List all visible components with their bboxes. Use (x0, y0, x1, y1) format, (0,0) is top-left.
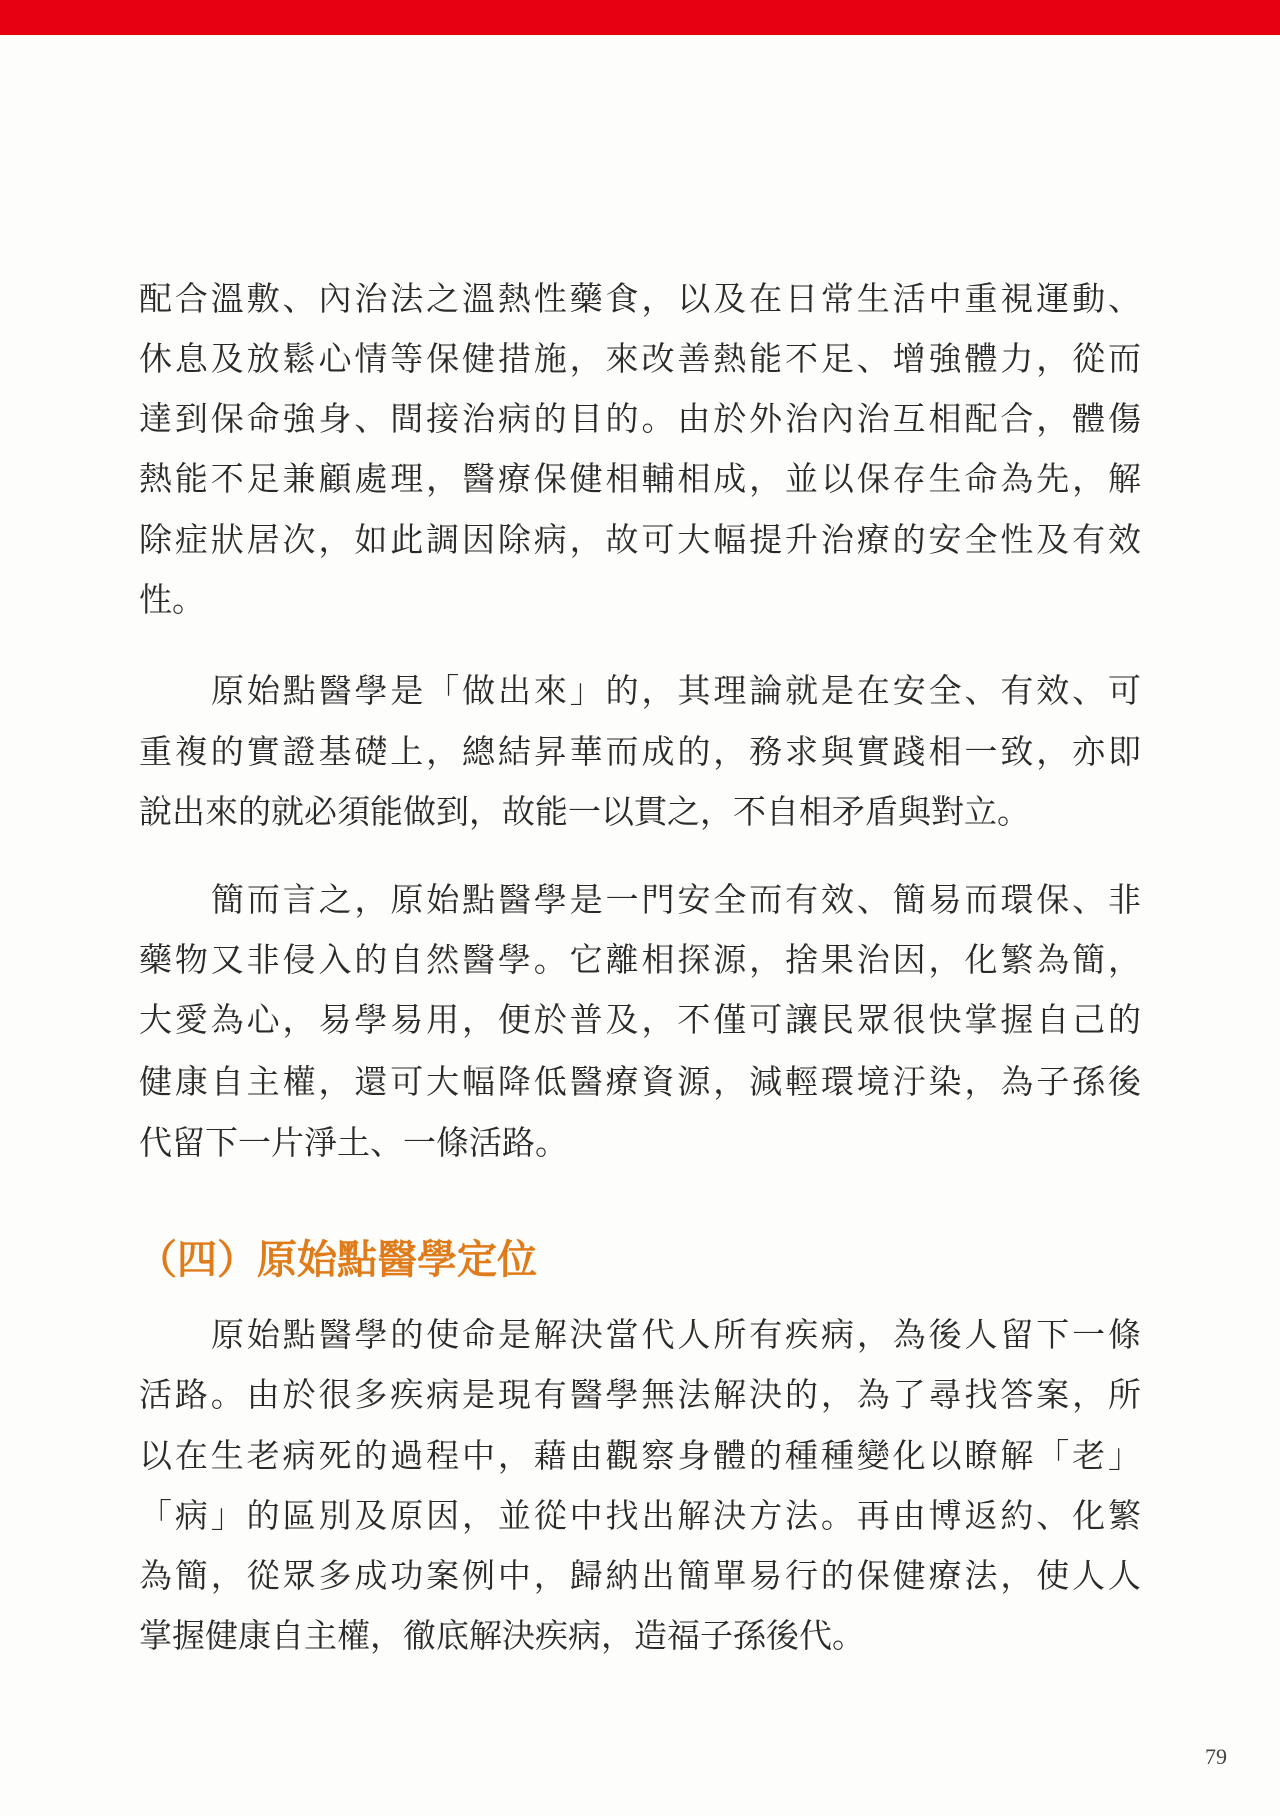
page-number: 79 (1205, 1744, 1227, 1769)
text-line: 簡而言之，原始點醫學是一門安全而有效、簡易而環保、非 (211, 880, 1141, 919)
text-line: 健康自主權，還可大幅降低醫療資源，減輕環境汙染，為子孫後 (139, 1062, 1141, 1101)
text-line: 說出來的就必須能做到，故能一以貫之，不自相矛盾與對立。 (139, 792, 1030, 831)
text-line: 代留下一片淨土、一條活路。 (139, 1123, 568, 1162)
text-line: 原始點醫學的使命是解決當代人所有疾病，為後人留下一條 (211, 1315, 1141, 1354)
top-color-bar (0, 0, 1280, 35)
text-line: 為簡，從眾多成功案例中，歸納出簡單易行的保健療法，使人人 (139, 1556, 1141, 1595)
text-line: 配合溫敷、內治法之溫熱性藥食，以及在日常生活中重視運動、 (139, 279, 1141, 318)
text-line: 除症狀居次，如此調因除病，故可大幅提升治療的安全性及有效 (139, 520, 1141, 559)
text-line: 性。 (139, 580, 205, 619)
text-line: 掌握健康自主權，徹底解決疾病，造福子孫後代。 (139, 1616, 865, 1655)
text-line: 重複的實證基礎上，總結昇華而成的，務求與實踐相一致，亦即 (139, 732, 1141, 771)
section-heading: （四）原始點醫學定位 (137, 1236, 537, 1283)
text-line: 大愛為心，易學易用，便於普及，不僅可讓民眾很快掌握自己的 (139, 1000, 1141, 1039)
text-line: 「病」的區別及原因，並從中找出解決方法。再由博返約、化繁 (139, 1496, 1141, 1535)
text-line: 達到保命強身、間接治病的目的。由於外治內治互相配合，體傷 (139, 399, 1141, 438)
text-line: 原始點醫學是「做出來」的，其理論就是在安全、有效、可 (211, 671, 1141, 710)
text-line: 藥物又非侵入的自然醫學。它離相探源，捨果治因，化繁為簡， (139, 940, 1141, 979)
text-line: 活路。由於很多疾病是現有醫學無法解決的，為了尋找答案，所 (139, 1375, 1141, 1414)
text-line: 熱能不足兼顧處理，醫療保健相輔相成，並以保存生命為先，解 (139, 459, 1141, 498)
text-line: 以在生老病死的過程中，藉由觀察身體的種種變化以瞭解「老」 (139, 1436, 1141, 1475)
text-line: 休息及放鬆心情等保健措施，來改善熱能不足、增強體力，從而 (139, 339, 1141, 378)
